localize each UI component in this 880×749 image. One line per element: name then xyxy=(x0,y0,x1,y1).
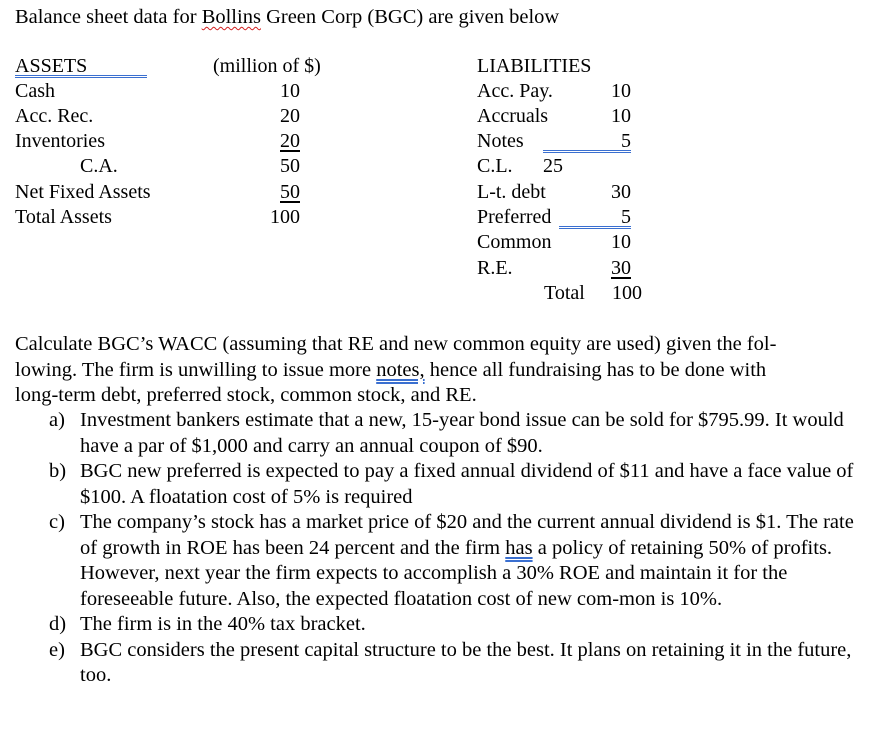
liab-value-notes: 5 xyxy=(621,130,631,152)
document-title xyxy=(15,5,559,29)
item-marker: c) xyxy=(49,511,65,533)
asset-value-inventories: 20 xyxy=(280,130,300,152)
liab-label-common: Common xyxy=(477,231,552,253)
grammar-underline xyxy=(559,226,631,229)
grammar-flag-has[interactable]: has xyxy=(505,536,533,559)
intro-line-2: lowing. The firm is unwilling to issue more notes, hence all fundraising has to be done with xyxy=(15,358,767,381)
liab-value-lt-debt: 30 xyxy=(611,181,631,203)
item-marker: b) xyxy=(49,460,67,482)
item-text: The firm is in the 40% tax bracket. xyxy=(80,613,366,635)
asset-label-inventories: Inventories xyxy=(15,130,105,152)
liab-value-preferred: 5 xyxy=(621,206,631,228)
liab-label-acc-pay: Acc. Pay. xyxy=(477,80,553,102)
liab-value-re: 30 xyxy=(611,257,631,279)
intro-line-3: long-term debt, preferred stock, common stock, and RE. xyxy=(15,384,477,406)
item-text: The company’s stock has a market price of $20 and the current annual dividend is $1. The rate of growth in ROE has been 24 percent and the firm has a policy of retaining 50% of profits. However, next year the firm expects to accomplish a 30% ROE and maintain it for the foreseeable future. Also, the expected floatation cost of new com-mon is 10%. xyxy=(80,511,854,610)
grammar-underline xyxy=(15,75,147,78)
liab-value-accruals: 10 xyxy=(611,105,631,127)
liab-label-total: Total xyxy=(544,282,585,304)
list-item-a xyxy=(49,408,859,459)
liabilities-header: LIABILITIES xyxy=(477,55,592,77)
item-marker: e) xyxy=(49,638,65,661)
units-label: (million of $) xyxy=(213,55,321,77)
item-marker: a) xyxy=(49,409,65,431)
asset-value-total: 100 xyxy=(270,206,300,228)
asset-value-net-fixed: 50 xyxy=(280,181,300,203)
grammar-underline xyxy=(543,150,631,153)
list-item-b xyxy=(49,459,859,510)
asset-label-net-fixed: Net Fixed Assets xyxy=(15,181,151,203)
asset-value-current-assets: 50 xyxy=(280,155,300,177)
liab-value-acc-pay: 10 xyxy=(611,80,631,102)
title-suffix: Green Corp (BGC) are given below xyxy=(260,6,560,28)
problem-intro xyxy=(15,332,855,409)
item-text: BGC considers the present capital structure to be the best. It plans on retaining it in the future, too. xyxy=(80,638,852,686)
asset-label-total: Total Assets xyxy=(15,206,112,228)
problem-items xyxy=(49,408,859,689)
liab-label-current-liabilities: C.L. xyxy=(477,155,513,177)
title-prefix: Balance sheet data for xyxy=(15,6,202,28)
liab-value-common: 10 xyxy=(611,231,631,253)
item-text: BGC new preferred is expected to pay a fixed annual dividend of $11 and have a face value of $100. A floatation cost of 5% is required xyxy=(80,460,854,508)
asset-label-current-assets: C.A. xyxy=(80,155,118,177)
liab-label-re: R.E. xyxy=(477,257,513,279)
liab-value-current-liabilities: 25 xyxy=(543,155,563,177)
intro-line-1: Calculate BGC’s WACC (assuming that RE and new common equity are used) given the fol- xyxy=(15,333,777,355)
liab-label-accruals: Accruals xyxy=(477,105,549,127)
asset-value-acc-rec: 20 xyxy=(280,105,300,127)
grammar-flag-notes[interactable]: notes, xyxy=(376,358,425,381)
spellcheck-word[interactable]: Bollins xyxy=(201,6,261,28)
list-item-c xyxy=(49,510,859,612)
item-text: Investment bankers estimate that a new, 15-year bond issue can be sold for $795.99. It would have a par of $1,000 and carry an annual coupon of $90. xyxy=(80,409,844,457)
asset-label-cash: Cash xyxy=(15,80,55,102)
liab-value-total: 100 xyxy=(612,282,642,304)
list-item-e xyxy=(49,638,859,689)
asset-label-acc-rec: Acc. Rec. xyxy=(15,105,94,127)
asset-value-cash: 10 xyxy=(280,80,300,102)
liab-label-notes: Notes xyxy=(477,130,524,152)
list-item-d xyxy=(49,612,859,638)
liab-label-preferred: Preferred xyxy=(477,206,552,228)
item-marker: d) xyxy=(49,613,67,635)
liab-label-lt-debt: L-t. debt xyxy=(477,181,546,203)
assets-header: ASSETS xyxy=(15,55,88,77)
